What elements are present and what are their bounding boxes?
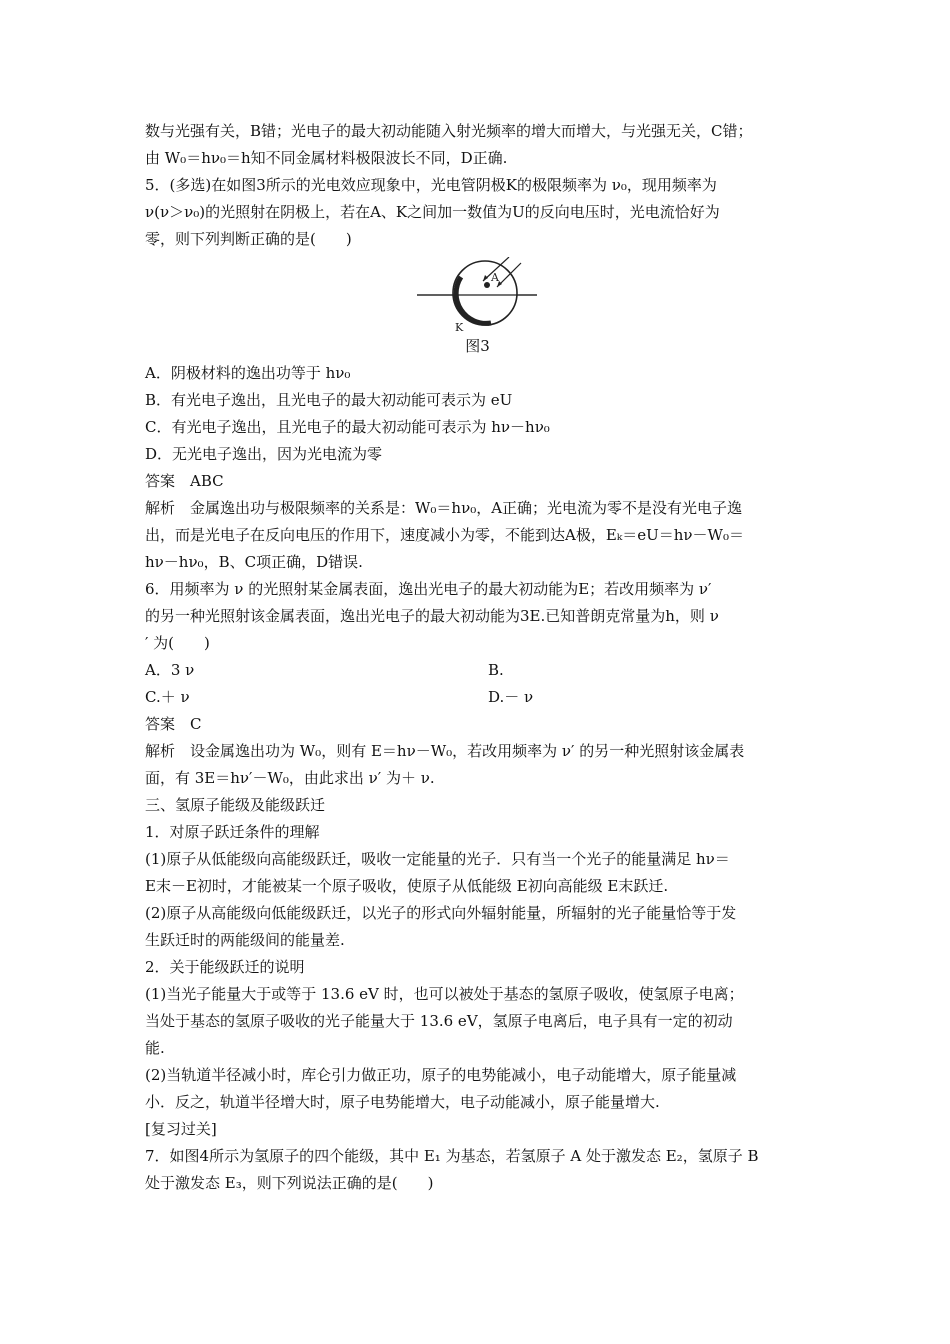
analysis-line: 解析 金属逸出功与极限频率的关系是：W₀＝hν₀，A正确；光电流为零不是没有光电子逸: [145, 499, 743, 517]
text-line: E末－E初时，才能被某一个原子吸收，使原子从低能级 E初向高能级 E末跃迁.: [145, 877, 669, 895]
text-line: 面，有 3E＝hν′－W₀，由此求出 ν′ 为＋ ν.: [145, 769, 435, 787]
text-line: (1)原子从低能级向高能级跃迁，吸收一定能量的光子．只有当一个光子的能量满足 hν＝: [145, 850, 730, 868]
question-7-stem: 7．如图4所示为氢原子的四个能级，其中 E₁ 为基态，若氢原子 A 处于激发态 E₂，氢原子 B: [145, 1147, 759, 1165]
text-line: 当处于基态的氢原子吸收的光子能量大于 13.6 eV，氢原子电离后，电子具有一定的初动: [145, 1012, 733, 1030]
option-c: C．有光电子逸出，且光电子的最大初动能可表示为 hν－hν₀: [145, 418, 550, 436]
text-line: ′ 为( ): [145, 634, 210, 652]
document-body: [145, 118, 810, 1197]
label-k: K: [455, 321, 464, 333]
text-line: 零，则下列判断正确的是( ): [145, 230, 352, 248]
answer-line: 答案 C: [145, 715, 202, 733]
options-row: [145, 657, 810, 684]
text-line: 由 W₀＝hν₀＝h知不同金属材料极限波长不同，D正确.: [145, 149, 508, 167]
text-line: 出，而是光电子在反向电压的作用下，速度减小为零，不能到达A极，Eₖ＝eU＝hν－W₀＝: [145, 526, 744, 544]
option-b: B．有光电子逸出，且光电子的最大初动能可表示为 eU: [145, 391, 513, 409]
question-6-stem: 6．用频率为 ν 的光照射某金属表面，逸出光电子的最大初动能为E；若改用频率为 ν′: [145, 580, 712, 598]
option-a: A．阴极材料的逸出功等于 hν₀: [145, 364, 351, 382]
analysis-line: 解析 设金属逸出功为 W₀，则有 E＝hν－W₀，若改用频率为 ν′ 的另一种光照射该金属表: [145, 742, 745, 760]
text-line: (1)当光子能量大于或等于 13.6 eV 时，也可以被处于基态的氢原子吸收，使氢原子电离；: [145, 985, 744, 1003]
option-right: B.: [488, 661, 504, 679]
answer-line: 答案 ABC: [145, 472, 224, 490]
option-right: D.－ ν: [488, 688, 534, 706]
subsection-heading: 1．对原子跃迁条件的理解: [145, 823, 320, 841]
review-heading: [复习过关]: [145, 1120, 217, 1138]
section-heading: 三、氢原子能级及能级跃迁: [145, 796, 326, 814]
text-line: 处于激发态 E₃，则下列说法正确的是( ): [145, 1174, 434, 1192]
text-line: 数与光强有关，B错；光电子的最大初动能随入射光频率的增大而增大，与光强无关，C错；: [145, 122, 753, 140]
options-row: [145, 684, 810, 711]
text-line: (2)原子从高能级向低能级跃迁，以光子的形式向外辐射能量，所辐射的光子能量恰等于发: [145, 904, 737, 922]
text-line: 生跃迁时的两能级间的能量差.: [145, 931, 345, 949]
figure-caption: 图3: [465, 337, 490, 355]
text-line: 小．反之，轨道半径增大时，原子电势能增大，电子动能减小，原子能量增大.: [145, 1093, 660, 1111]
label-a: A: [491, 271, 499, 284]
phototube-figure: [145, 257, 810, 333]
option-left: C.＋ ν: [145, 688, 190, 706]
subsection-heading: 2．关于能级跃迁的说明: [145, 958, 305, 976]
question-5-stem: 5．(多选)在如图3所示的光电效应现象中，光电管阴极K的极限频率为 ν₀，现用频率为: [145, 176, 717, 194]
text-line: 的另一种光照射该金属表面，逸出光电子的最大初动能为3E.已知普朗克常量为h，则 ν: [145, 607, 719, 625]
option-d: D．无光电子逸出，因为光电流为零: [145, 445, 383, 463]
text-line: 能.: [145, 1039, 165, 1057]
text-line: (2)当轨道半径减小时，库仑引力做正功，原子的电势能减小，电子动能增大，原子能量减: [145, 1066, 737, 1084]
phototube-diagram: [417, 257, 537, 333]
anode-dot: [484, 282, 490, 288]
text-line: ν(ν＞ν₀)的光照射在阴极上，若在A、K之间加一数值为U的反向电压时，光电流恰好为: [145, 203, 720, 221]
text-line: hν－hν₀，B、C项正确，D错误.: [145, 553, 363, 571]
option-left: A．3 ν: [145, 661, 195, 679]
